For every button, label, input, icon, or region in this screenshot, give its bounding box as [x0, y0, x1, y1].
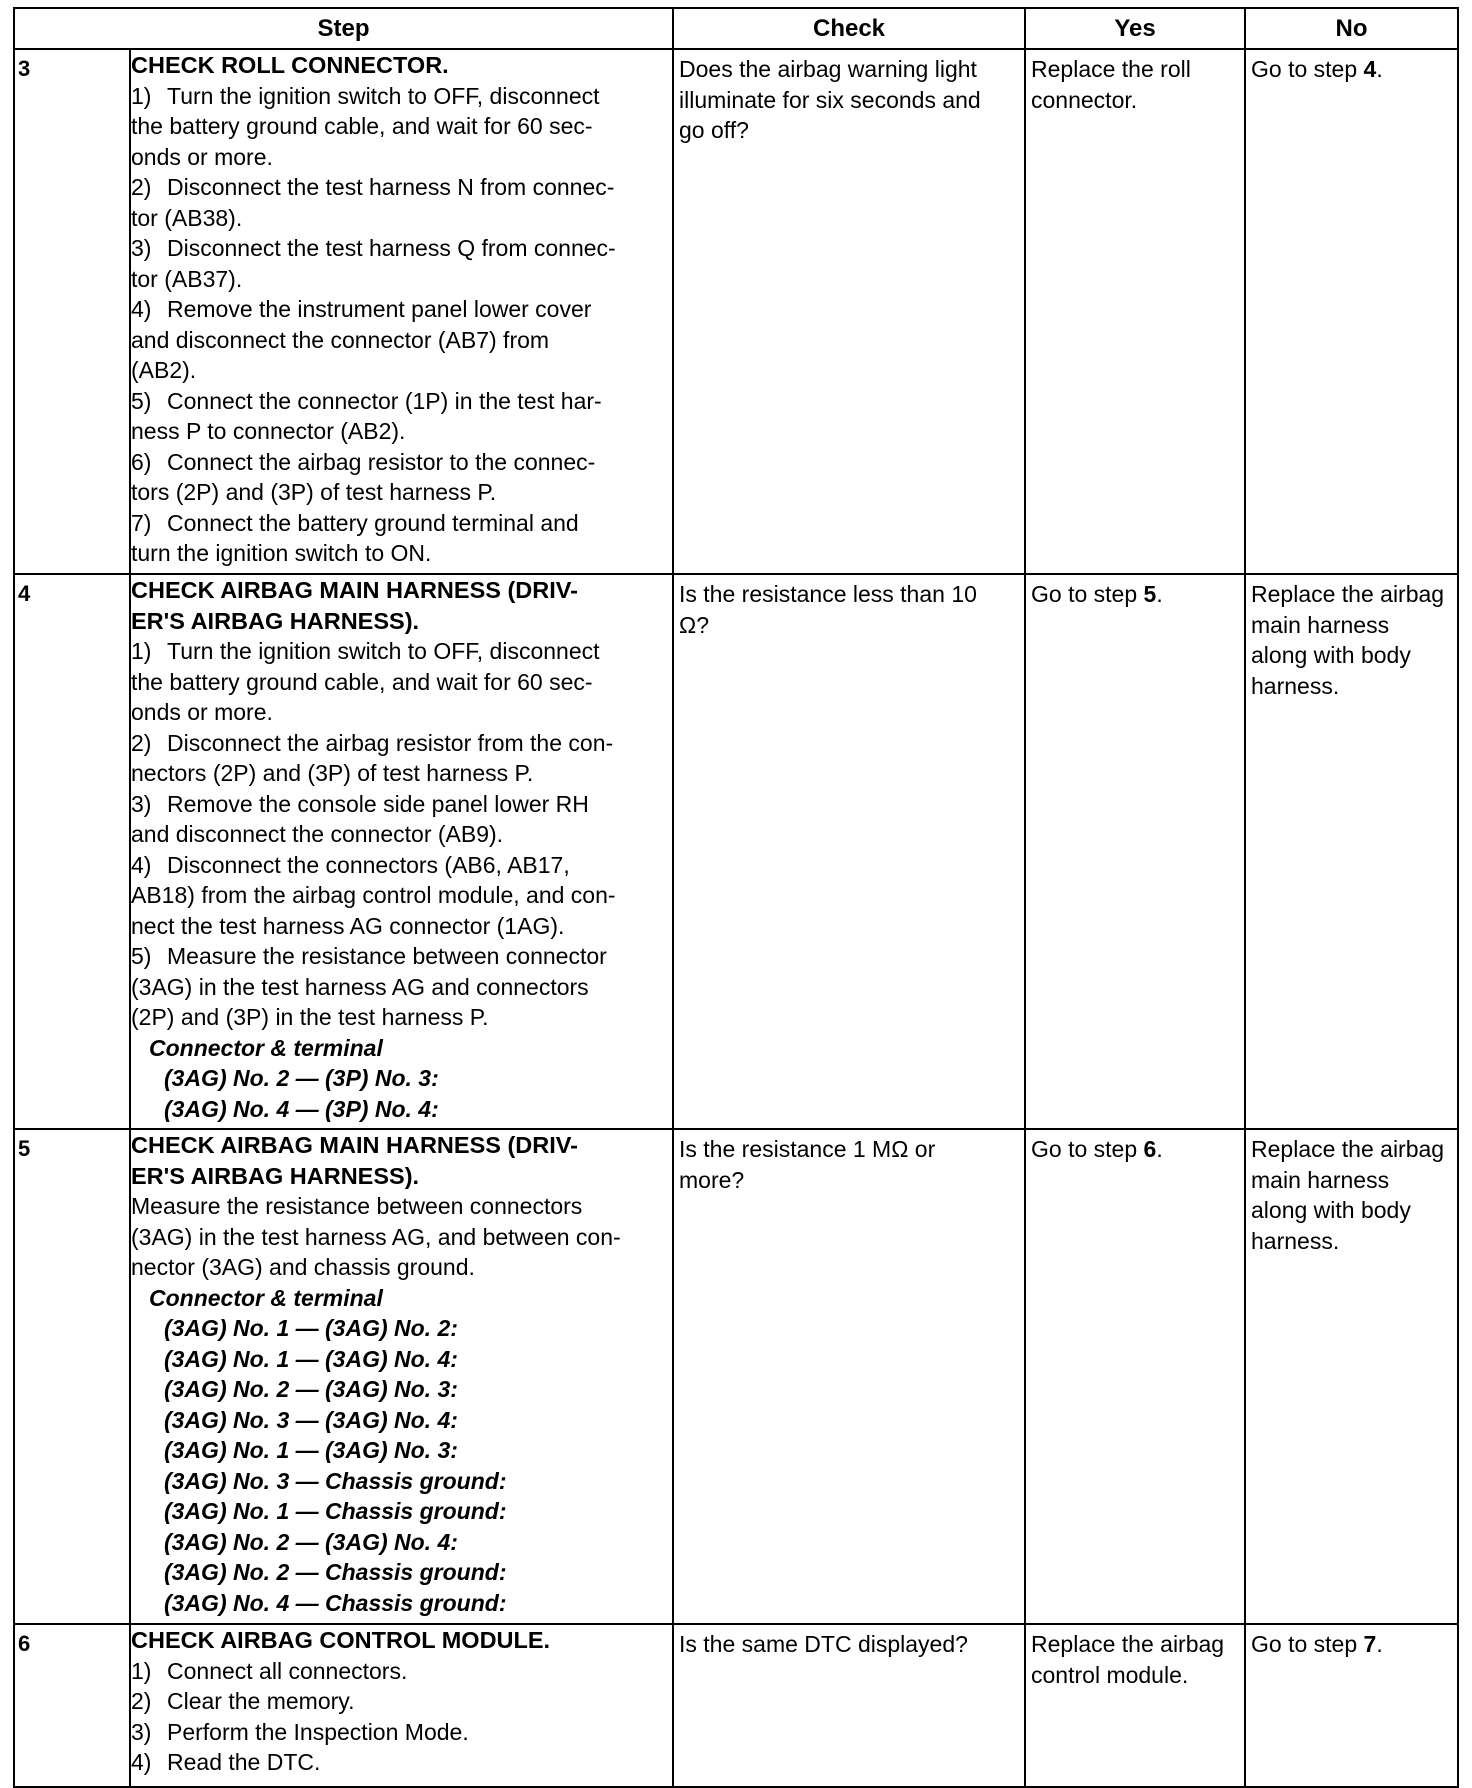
connector-terminal-item: (3AG) No. 3 — (3AG) No. 4: [164, 1406, 458, 1433]
step-line: 1) Turn the ignition switch to OFF, disconnect [131, 638, 600, 664]
step-content [130, 574, 673, 1129]
check-line: more? [679, 1166, 745, 1193]
step-line: (AB2). [131, 357, 197, 383]
step-line: (3AG) in the test harness AG and connectors [131, 973, 589, 1000]
step-line: Measure the resistance between connectors [131, 1193, 583, 1219]
yes-line: Replace the roll [1031, 56, 1191, 82]
step-line: and disconnect the connector (AB9). [131, 821, 504, 847]
step-line: 5) Connect the connector (1P) in the test har- [131, 387, 602, 414]
connector-terminal-item: (3AG) No. 2 — (3P) No. 3: [164, 1065, 439, 1091]
step-line: AB18) from the airbag control module, and con- [131, 882, 616, 908]
step-line: 1) Turn the ignition switch to OFF, disconnect [131, 82, 600, 109]
step-line: and disconnect the connector (AB7) from [131, 326, 550, 353]
connector-terminal-item: (3AG) No. 2 — (3AG) No. 4: [164, 1528, 458, 1555]
check-cell [673, 1129, 1025, 1624]
step-title: CHECK AIRBAG MAIN HARNESS (DRIV- [131, 577, 578, 603]
step-number: 3 [14, 49, 130, 574]
step-line: 6) Connect the airbag resistor to the connec- [131, 448, 596, 475]
no-cell [1245, 1129, 1458, 1624]
step-line: 5) Measure the resistance between connector [131, 943, 607, 969]
next-step-ref: 7 [1363, 1631, 1377, 1657]
step-line: onds or more. [131, 699, 273, 725]
step-content [130, 1129, 673, 1624]
step-line: (2P) and (3P) in the test harness P. [131, 1004, 489, 1030]
step-content [130, 1624, 673, 1787]
check-line: Ω? [679, 611, 710, 638]
step-line: 2) Disconnect the test harness N from connec- [131, 174, 615, 200]
yes-cell: Go to step 5. [1025, 574, 1245, 1129]
step-line: nectors (2P) and (3P) of test harness P. [131, 760, 534, 786]
step-line: 3) Perform the Inspection Mode. [131, 1718, 469, 1745]
check-line: Is the same DTC displayed? [679, 1631, 968, 1657]
step-line: tor (AB38). [131, 204, 243, 231]
step-number: 4 [14, 574, 130, 1129]
step-line: 7) Connect the battery ground terminal and [131, 509, 579, 536]
yes-line: control module. [1031, 1661, 1189, 1688]
step-line: ness P to connector (AB2). [131, 418, 406, 444]
step-content [130, 49, 673, 574]
connector-terminal-item: (3AG) No. 4 — Chassis ground: [164, 1589, 507, 1616]
check-line: Does the airbag warning light [679, 56, 977, 82]
connector-terminal-item: (3AG) No. 1 — (3AG) No. 3: [164, 1437, 458, 1463]
step-number: 6 [14, 1624, 130, 1787]
step-title: CHECK AIRBAG CONTROL MODULE. [131, 1627, 551, 1653]
table-row-step-5 [14, 1129, 1458, 1624]
header-check: Check [673, 8, 1025, 49]
step-line: nector (3AG) and chassis ground. [131, 1254, 475, 1280]
step-line: 3) Disconnect the test harness Q from connec- [131, 235, 616, 261]
no-line: main harness [1251, 611, 1390, 638]
yes-cell: Go to step 6. [1025, 1129, 1245, 1624]
header-no: No [1245, 8, 1458, 49]
step-number: 5 [14, 1129, 130, 1624]
no-line: main harness [1251, 1166, 1390, 1193]
header-row [14, 8, 1458, 49]
step-title: CHECK AIRBAG MAIN HARNESS (DRIV- [131, 1132, 578, 1158]
no-line: along with body [1251, 642, 1411, 668]
no-cell: Go to step 7. [1245, 1624, 1458, 1787]
step-line: 4) Remove the instrument panel lower cover [131, 296, 592, 322]
next-step-ref: 5 [1143, 581, 1157, 607]
step-line: turn the ignition switch to ON. [131, 540, 432, 566]
yes-line: Replace the airbag [1031, 1631, 1225, 1657]
connector-terminal-item: (3AG) No. 2 — (3AG) No. 3: [164, 1376, 458, 1402]
step-title: ER'S AIRBAG HARNESS). [131, 1162, 420, 1189]
connector-terminal-item: (3AG) No. 2 — Chassis ground: [164, 1559, 507, 1585]
diagnostic-table [13, 7, 1459, 1788]
no-line: harness. [1251, 1227, 1340, 1254]
check-cell [673, 574, 1025, 1129]
table-row-step-3 [14, 49, 1458, 574]
step-title: ER'S AIRBAG HARNESS). [131, 607, 420, 634]
step-line: 4) Disconnect the connectors (AB6, AB17, [131, 851, 570, 878]
step-line: 3) Remove the console side panel lower RH [131, 790, 589, 817]
check-line: illuminate for six seconds and [679, 86, 981, 113]
step-line: tors (2P) and (3P) of test harness P. [131, 479, 497, 505]
next-step-ref: 6 [1143, 1136, 1157, 1162]
no-line: along with body [1251, 1197, 1411, 1223]
yes-line: connector. [1031, 86, 1138, 113]
yes-cell [1025, 1624, 1245, 1787]
check-cell [673, 1624, 1025, 1787]
step-line: 4) Read the DTC. [131, 1749, 321, 1775]
check-line: Is the resistance less than 10 [679, 581, 977, 607]
header-yes: Yes [1025, 8, 1245, 49]
connector-terminal-item: (3AG) No. 1 — Chassis ground: [164, 1498, 507, 1524]
step-line: 2) Clear the memory. [131, 1688, 355, 1714]
next-step-ref: 4 [1363, 56, 1377, 82]
step-line: the battery ground cable, and wait for 60 sec- [131, 668, 593, 695]
connector-terminal-heading: Connector & terminal [149, 1284, 383, 1311]
connector-terminal-item: (3AG) No. 4 — (3P) No. 4: [164, 1095, 439, 1122]
step-title: CHECK ROLL CONNECTOR. [131, 52, 449, 78]
step-line: tor (AB37). [131, 265, 243, 292]
step-line: 1) Connect all connectors. [131, 1657, 408, 1684]
step-line: nect the test harness AG connector (1AG). [131, 912, 565, 939]
check-cell [673, 49, 1025, 574]
check-line: Is the resistance 1 MΩ or [679, 1136, 936, 1162]
no-cell: Go to step 4. [1245, 49, 1458, 574]
step-line: (3AG) in the test harness AG, and between con- [131, 1223, 621, 1250]
connector-terminal-heading: Connector & terminal [149, 1034, 383, 1061]
step-line: 2) Disconnect the airbag resistor from the con- [131, 729, 614, 756]
step-line: the battery ground cable, and wait for 60 sec- [131, 113, 593, 139]
table-row-step-6 [14, 1624, 1458, 1787]
table-row-step-4 [14, 574, 1458, 1129]
no-line: Replace the airbag [1251, 581, 1445, 607]
no-line: harness. [1251, 672, 1340, 699]
step-line: onds or more. [131, 143, 273, 170]
no-cell [1245, 574, 1458, 1129]
no-line: Replace the airbag [1251, 1136, 1445, 1162]
connector-terminal-item: (3AG) No. 3 — Chassis ground: [164, 1467, 507, 1494]
yes-cell [1025, 49, 1245, 574]
connector-terminal-item: (3AG) No. 1 — (3AG) No. 2: [164, 1315, 458, 1341]
header-step: Step [14, 8, 673, 49]
connector-terminal-item: (3AG) No. 1 — (3AG) No. 4: [164, 1345, 458, 1372]
check-line: go off? [679, 117, 749, 143]
